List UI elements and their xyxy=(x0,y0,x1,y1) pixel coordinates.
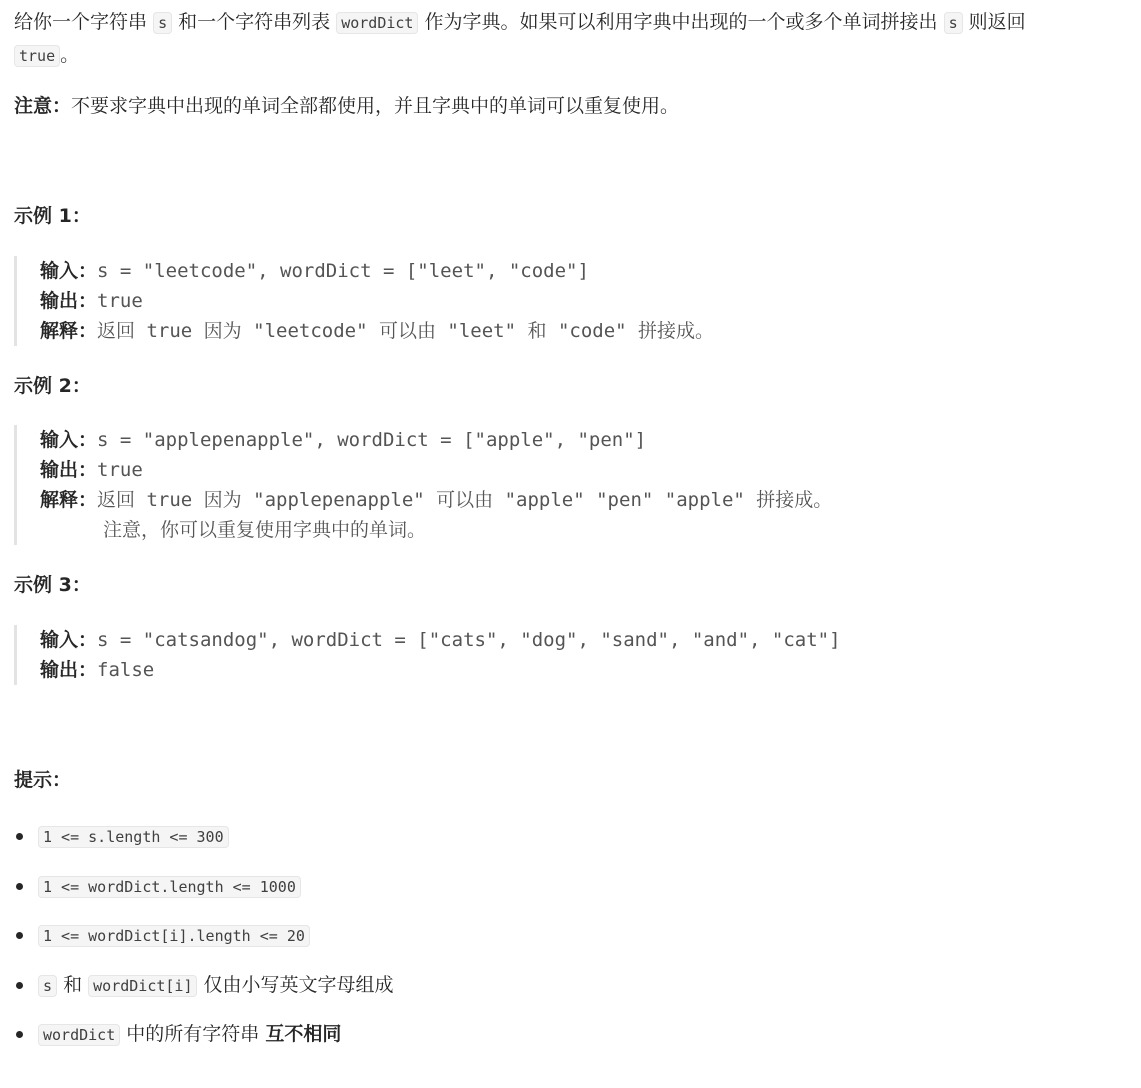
statement-text: 。 xyxy=(60,44,80,66)
note-label: 注意： xyxy=(14,95,72,117)
example-1-output-line xyxy=(40,286,714,316)
explain-code: "applepenapple" xyxy=(241,489,437,511)
hint-code: wordDict xyxy=(38,1024,120,1046)
example-1-title: 示例 1： xyxy=(14,205,91,227)
output-label: 输出： xyxy=(40,290,98,312)
hints-list xyxy=(14,818,394,1066)
example-2-input: s = "applepenapple", wordDict = ["apple", "pen"] xyxy=(97,429,647,451)
explain-text: 可以由 xyxy=(436,489,494,511)
input-label: 输入： xyxy=(40,260,98,282)
inline-code-true: true xyxy=(14,45,60,67)
example-1-input-line xyxy=(40,256,714,286)
explain-text: 返回 xyxy=(97,320,136,342)
hint-code: 1 <= wordDict[i].length <= 20 xyxy=(38,925,310,947)
problem-note xyxy=(14,92,679,120)
statement-text: 和一个字符串列表 xyxy=(178,11,331,33)
explain-code: "leet" xyxy=(435,320,528,342)
output-label: 输出： xyxy=(40,659,98,681)
hint-code: 1 <= wordDict.length <= 1000 xyxy=(38,876,301,898)
explain-label: 解释： xyxy=(40,489,98,511)
example-2-block xyxy=(14,425,832,545)
example-1-explain-line xyxy=(40,316,714,346)
explain-text: 返回 xyxy=(97,489,136,511)
problem-statement xyxy=(14,6,1134,72)
example-2-explain-note: 注意，你可以重复使用字典中的单词。 xyxy=(103,519,427,541)
bullet-icon xyxy=(16,932,23,939)
bullet-icon xyxy=(16,1031,23,1038)
example-3-output: false xyxy=(97,659,155,681)
example-3-title: 示例 3： xyxy=(14,574,91,596)
explain-text: 拼接成。 xyxy=(756,489,833,511)
example-2-output-line xyxy=(40,455,832,485)
example-3-input: s = "catsandog", wordDict = ["cats", "dog", "sand", "and", "cat"] xyxy=(97,629,841,651)
statement-text: 作为字典。如果可以利用字典中出现的一个或多个单词拼接出 xyxy=(424,11,938,33)
example-2-title: 示例 2： xyxy=(14,375,91,397)
hint-code: wordDict[i] xyxy=(88,975,197,997)
example-3-block xyxy=(14,625,841,685)
bullet-icon xyxy=(16,982,23,989)
example-3-output-line xyxy=(40,655,841,685)
explain-code: true xyxy=(135,489,204,511)
input-label: 输入： xyxy=(40,429,98,451)
statement-text: 则返回 xyxy=(968,11,1026,33)
explain-text: 因为 xyxy=(203,489,242,511)
bullet-icon xyxy=(16,833,23,840)
hint-item xyxy=(14,967,394,1017)
explain-text: 和 xyxy=(527,320,547,342)
hint-text: 中的所有字符串 xyxy=(126,1023,260,1045)
example-1-output: true xyxy=(97,290,143,312)
bullet-icon xyxy=(16,883,23,890)
hint-item xyxy=(14,917,394,967)
explain-code: true xyxy=(135,320,204,342)
example-2-output: true xyxy=(97,459,143,481)
input-label: 输入： xyxy=(40,629,98,651)
explain-code: "apple" "pen" "apple" xyxy=(493,489,757,511)
example-2-explain-line xyxy=(40,485,832,515)
example-2-input-line xyxy=(40,425,832,455)
note-text: 不要求字典中出现的单词全部都使用，并且字典中的单词可以重复使用。 xyxy=(71,95,680,117)
example-3-input-line xyxy=(40,625,841,655)
hints-title: 提示： xyxy=(14,769,72,791)
hint-text: 和 xyxy=(63,973,83,996)
hint-item xyxy=(14,1016,394,1066)
example-1-input: s = "leetcode", wordDict = ["leet", "code"] xyxy=(97,260,589,282)
hint-item xyxy=(14,818,394,868)
hint-code: 1 <= s.length <= 300 xyxy=(38,826,229,848)
hint-text: 仅由小写英文字母组成 xyxy=(203,973,394,996)
inline-code-s: s xyxy=(944,12,963,34)
explain-code: "leetcode" xyxy=(241,320,379,342)
inline-code-s: s xyxy=(153,12,172,34)
example-1-block xyxy=(14,256,714,346)
output-label: 输出： xyxy=(40,459,98,481)
explain-text: 拼接成。 xyxy=(638,320,715,342)
explain-code: "code" xyxy=(546,320,639,342)
statement-text: 给你一个字符串 xyxy=(14,11,148,33)
explain-text: 可以由 xyxy=(378,320,436,342)
hint-item xyxy=(14,868,394,918)
hint-bold-text: 互不相同 xyxy=(265,1023,342,1045)
inline-code-worddict: wordDict xyxy=(336,12,418,34)
explain-text: 因为 xyxy=(203,320,242,342)
explain-label: 解释： xyxy=(40,320,98,342)
hint-code: s xyxy=(38,975,57,997)
